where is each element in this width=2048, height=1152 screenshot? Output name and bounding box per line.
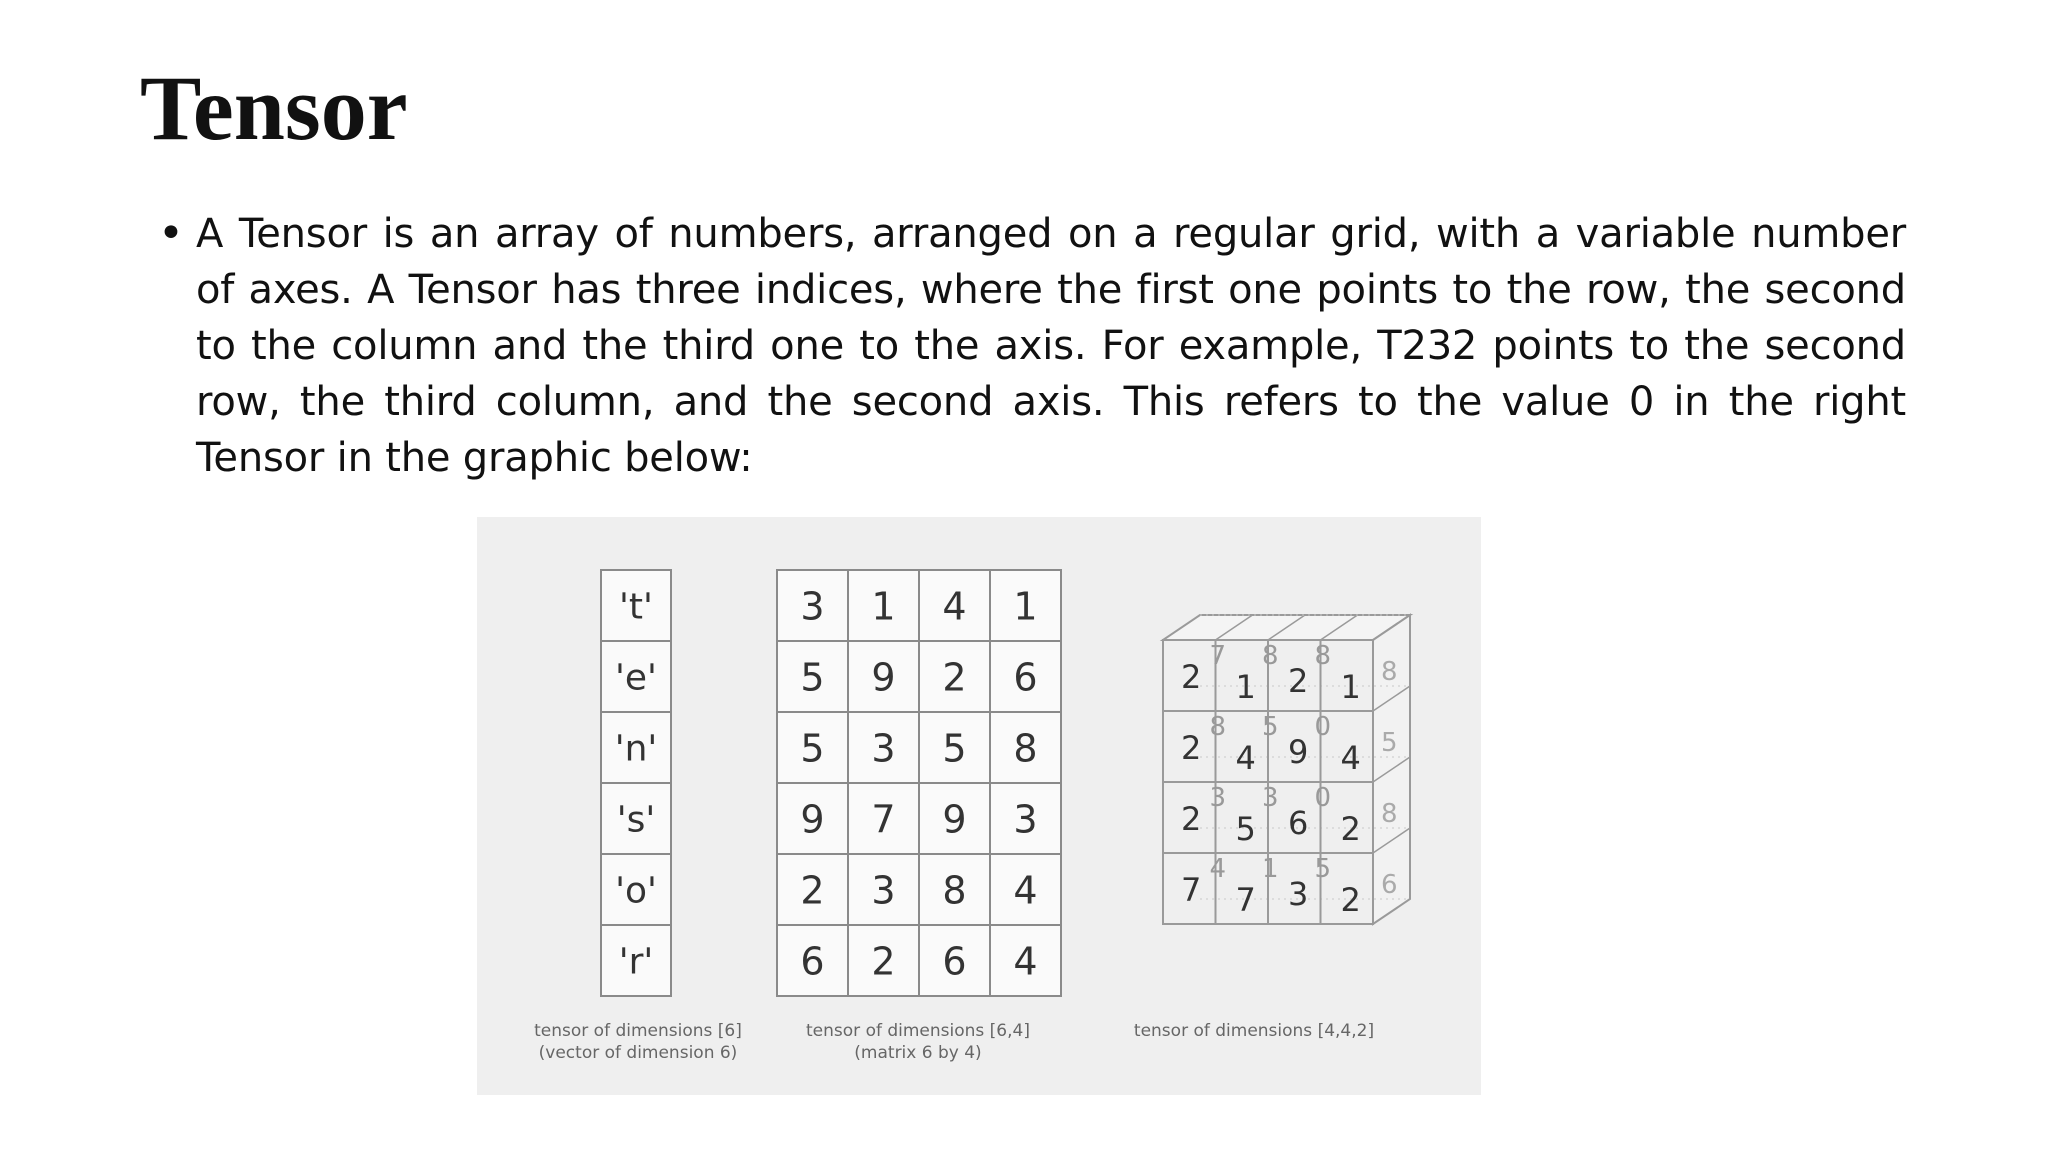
- cube-front-value: 5: [1235, 810, 1256, 848]
- cube-front-value: 2: [1288, 662, 1309, 700]
- slide-title: Tensor: [140, 57, 408, 159]
- matrix-cell-value: 9: [800, 797, 825, 842]
- matrix-cell-value: 1: [871, 584, 896, 629]
- matrix-cell-value: 2: [942, 655, 967, 700]
- cube-back-value: 7: [1209, 641, 1227, 671]
- matrix-cell-value: 3: [871, 868, 896, 913]
- bullet-text: A Tensor is an array of numbers, arranged on a regular grid, with a variable number of axes. A Tensor has three indices, where the first one points to the row, the second to the column and the third one to the axis. For example, T232 points to the second row, the third column, and the second axis. This refers to the value 0 in the right Tensor in the graphic below:: [196, 211, 1906, 481]
- matrix-cell-value: 4: [1013, 868, 1038, 913]
- cube-back-value: 8: [1381, 657, 1398, 687]
- cube-back-value: 5: [1381, 728, 1398, 758]
- cube-back-value: 0: [1314, 712, 1332, 742]
- vector-cell-value: 'o': [615, 870, 657, 912]
- cube-front-value: 2: [1340, 881, 1361, 919]
- cube-back-value: 8: [1314, 641, 1332, 671]
- matrix-cell-value: 2: [800, 868, 825, 913]
- cube-front-value: 1: [1340, 668, 1361, 706]
- cube-front-value: 2: [1340, 810, 1361, 848]
- cube-back-value: 8: [1209, 712, 1227, 742]
- tensor-figure: [477, 517, 1481, 1095]
- vector-caption-line1: tensor of dimensions [6]: [534, 1021, 742, 1041]
- cube-front-value: 4: [1235, 739, 1256, 777]
- matrix-cell-value: 8: [1013, 726, 1038, 771]
- matrix-cell-value: 6: [800, 939, 825, 984]
- matrix-cell-value: 7: [871, 797, 896, 842]
- matrix-cell-value: 2: [871, 939, 896, 984]
- matrix-cell-value: 5: [800, 655, 825, 700]
- cube-back-value: 3: [1209, 783, 1227, 813]
- bullet-item: [158, 206, 1906, 486]
- vector-cell-value: 's': [616, 799, 656, 841]
- vector-cell-value: 'e': [615, 657, 657, 699]
- matrix-cell-value: 6: [1013, 655, 1038, 700]
- tensor-diagram: [477, 517, 1481, 1095]
- matrix-cell-value: 8: [942, 868, 967, 913]
- matrix-caption-line1: tensor of dimensions [6,4]: [806, 1021, 1030, 1041]
- cube-back-value: 0: [1314, 783, 1332, 813]
- cube-back-value: 5: [1262, 712, 1279, 742]
- matrix-cell-value: 5: [800, 726, 825, 771]
- matrix-cell-value: 4: [942, 584, 967, 629]
- cube-front-value: 6: [1288, 804, 1309, 842]
- cube-back-value: 8: [1262, 641, 1279, 671]
- cube-back-value: 6: [1381, 870, 1398, 900]
- cube-front-value: 4: [1340, 739, 1361, 777]
- cube-back-value: 1: [1262, 854, 1279, 884]
- matrix-cell-value: 3: [1013, 797, 1038, 842]
- cube-front-value: 3: [1288, 875, 1309, 913]
- vector-cell-value: 't': [619, 586, 653, 628]
- cube-front-value: 2: [1181, 729, 1202, 767]
- matrix-cell-value: 6: [942, 939, 967, 984]
- cube-front-value: 2: [1181, 800, 1202, 838]
- vector-cell-value: 'n': [614, 728, 658, 770]
- cube-front-value: 9: [1288, 733, 1309, 771]
- vector-cell-value: 'r': [618, 941, 654, 983]
- vector-caption-line2: (vector of dimension 6): [538, 1043, 738, 1063]
- cube-front-value: 2: [1181, 658, 1202, 696]
- cube-front-value: 1: [1235, 668, 1256, 706]
- matrix-tensor: [777, 570, 1061, 996]
- cube-back-value: 3: [1262, 783, 1279, 813]
- cube-front-value: 7: [1235, 881, 1256, 919]
- vector-tensor: [601, 570, 671, 996]
- cube-back-value: 5: [1314, 854, 1332, 884]
- cube-front-value: 7: [1181, 871, 1202, 909]
- matrix-cell-value: 3: [800, 584, 825, 629]
- matrix-cell-value: 4: [1013, 939, 1038, 984]
- matrix-caption-line2: (matrix 6 by 4): [854, 1043, 982, 1063]
- matrix-cell-value: 9: [942, 797, 967, 842]
- matrix-cell-value: 9: [871, 655, 896, 700]
- cube-caption: tensor of dimensions [4,4,2]: [1133, 1021, 1375, 1041]
- bullet-marker: •: [158, 208, 184, 259]
- matrix-cell-value: 1: [1013, 584, 1038, 629]
- matrix-cell-value: 5: [942, 726, 967, 771]
- cube-back-value: 4: [1209, 854, 1227, 884]
- cube-back-value: 8: [1381, 799, 1398, 829]
- matrix-cell-value: 3: [871, 726, 896, 771]
- cube-tensor: [1163, 615, 1410, 924]
